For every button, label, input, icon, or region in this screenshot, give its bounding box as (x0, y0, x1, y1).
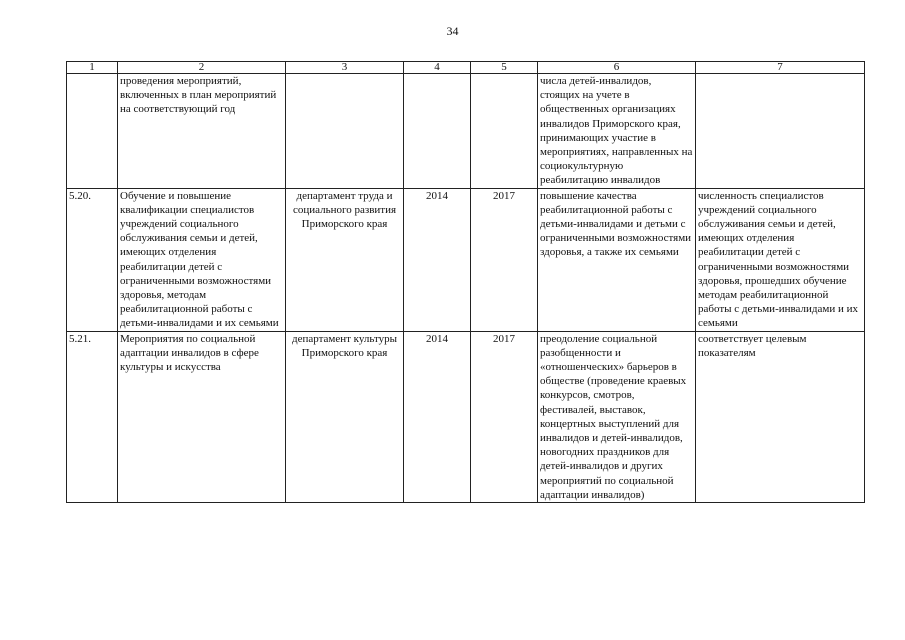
result-cell: повышение качества реабилитационной работы с детьми-инвалидами и детьми с ограниченными возможностями здоровья, а также их семьями (538, 188, 696, 331)
start-year-cell (404, 74, 471, 189)
action-cell: Мероприятия по социальной адаптации инвалидов в сфере культуры и искусства (118, 331, 286, 502)
indicator-cell: численность специалистов учреждений социального обслуживания семьи и детей, имеющих отделения реабилитации детей с ограниченными возможностями здоровья, прошедших обучение методам реабилитационной работы с детьми-инвалидами и их семьями (696, 188, 865, 331)
action-cell: проведения мероприятий, включенных в план мероприятий на соответствующий год (118, 74, 286, 189)
result-cell: числа детей-инвалидов, стоящих на учете в общественных организациях инвалидов Приморского края, принимающих участие в мероприятиях, направленных на социокультурную реабилитацию инвалидов (538, 74, 696, 189)
table-header-row (67, 62, 865, 74)
item-number-cell: 5.20. (67, 188, 118, 331)
column-header: 2 (118, 62, 286, 74)
page-number: 34 (446, 24, 459, 38)
column-header: 5 (471, 62, 538, 74)
measures-table (66, 61, 865, 503)
executor-cell (286, 74, 404, 189)
table-row (67, 74, 865, 189)
action-cell: Обучение и повышение квалификации специалистов учреждений социального обслуживания семьи и детей, имеющих отделения реабилитации детей с ограниченными возможностями здоровья, методам реабилитационной работы с детьми-инвалидами и их семьями (118, 188, 286, 331)
end-year-cell: 2017 (471, 188, 538, 331)
start-year-cell: 2014 (404, 188, 471, 331)
column-header: 6 (538, 62, 696, 74)
column-header: 7 (696, 62, 865, 74)
column-header: 3 (286, 62, 404, 74)
start-year-cell: 2014 (404, 331, 471, 502)
result-cell: преодоление социальной разобщенности и «отношенческих» барьеров в обществе (проведение краевых конкурсов, смотров, фестивалей, выставок, концертных выступлений для инвалидов и детей-инвалидов, новогодних праздников для детей-инвалидов и других мероприятий по социальной адаптации инвалидов) (538, 331, 696, 502)
table-row (67, 188, 865, 331)
column-header: 1 (67, 62, 118, 74)
table-row (67, 331, 865, 502)
executor-cell: департамент культуры Приморского края (286, 331, 404, 502)
indicator-cell (696, 74, 865, 189)
end-year-cell: 2017 (471, 331, 538, 502)
column-header: 4 (404, 62, 471, 74)
end-year-cell (471, 74, 538, 189)
item-number-cell: 5.21. (67, 331, 118, 502)
item-number-cell (67, 74, 118, 189)
executor-cell: департамент труда и социального развития Приморского края (286, 188, 404, 331)
indicator-cell: соответствует целевым показателям (696, 331, 865, 502)
